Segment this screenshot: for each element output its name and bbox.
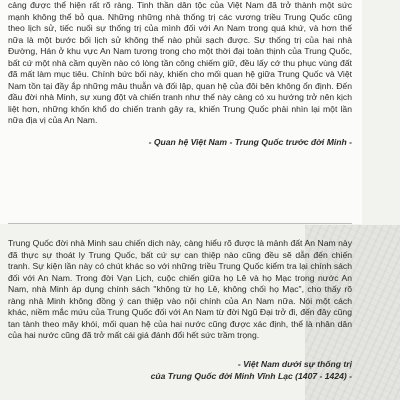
- body-source-line2: của Trung Quốc đời Minh Vĩnh Lạc (1407 - 1424) -: [150, 371, 352, 381]
- body-paragraph: Trung Quốc đời nhà Minh sau chiến dịch này, càng hiểu rõ được là mảnh đất An Nam này đã thực sự thoát ly Trung Quốc, bất cứ sự can thiệp nào cũng đều sẽ dẫn đến chiến tranh. Sự kiện lần này có chút khác so với những triều Trung Quốc kiểm tra lại chính sách đối với An Nam. Trong đời Vạn Lịch, cuộc chiến giữa họ Lê và họ Mạc trong nước An Nam, nhà Minh áp dụng chính sách "không từ họ Lê, không chối họ Mạc", cho thấy rõ ràng nhà Minh không đồng ý can thiệp vào nội chính của An Nam nữa. Nói một cách khác, niềm mắc mứu của Trung Quốc đối với An Nam từ đời Ngũ Đại trở đi, đến đây cũng tan tành theo mây khói, mối quan hệ của hai nước cũng được xác định, thể là nhân dân của hai nước cũng đã trở mất cái giá đánh đổi hết sức trầm trọng.: [8, 238, 352, 340]
- body-source-line1: - Việt Nam dưới sự thống trị: [237, 359, 352, 369]
- panel-text-block: [8, 0, 352, 148]
- body-source: [8, 358, 352, 382]
- panel-source: - Quan hệ Việt Nam - Trung Quốc trước đời Minh -: [148, 136, 352, 147]
- body-text-block: [8, 238, 352, 342]
- divider: [8, 223, 352, 224]
- panel-paragraph: cảng được thể hiện rất rõ ràng. Tinh thần dân tộc của Việt Nam đã trở thành một sức mạnh không thể bỏ qua. Những những nhà thống trị các vương triều Trung Quốc cũng theo lịch sử, tiếc nuối sự thống trị của mình đối với An Nam trong quá khứ, và hơn thế nữa là một bước bối lịch sử không thể nào phủi sạch được. Sự thống trị của hai nhà Đường, Hán ở khu vực An Nam tương trong cho một thời đại toàn thịnh của Trung Quốc, bất cứ một nhà cầm quyền nào có lòng tần công chiếm giữ, đều lấy cớ thu phục vùng đất đã mất làm mục tiêu. Chính bức bối này, khiến cho mối quan hệ giữa Trung Quốc và Việt Nam tồn tại đầy ắp những mâu thuẫn và đối lập, quan hệ của đôi bên không ổn định. Đến đầu đời nhà Minh, sự xung đột và chiến tranh như thế này càng có xu hướng trở nên kịch liệt hơn, những khốn khổ do chiến tranh gây ra, khiến Trung Quốc phải nhìn lại một lần nữa địa vị của An Nam.: [8, 0, 352, 125]
